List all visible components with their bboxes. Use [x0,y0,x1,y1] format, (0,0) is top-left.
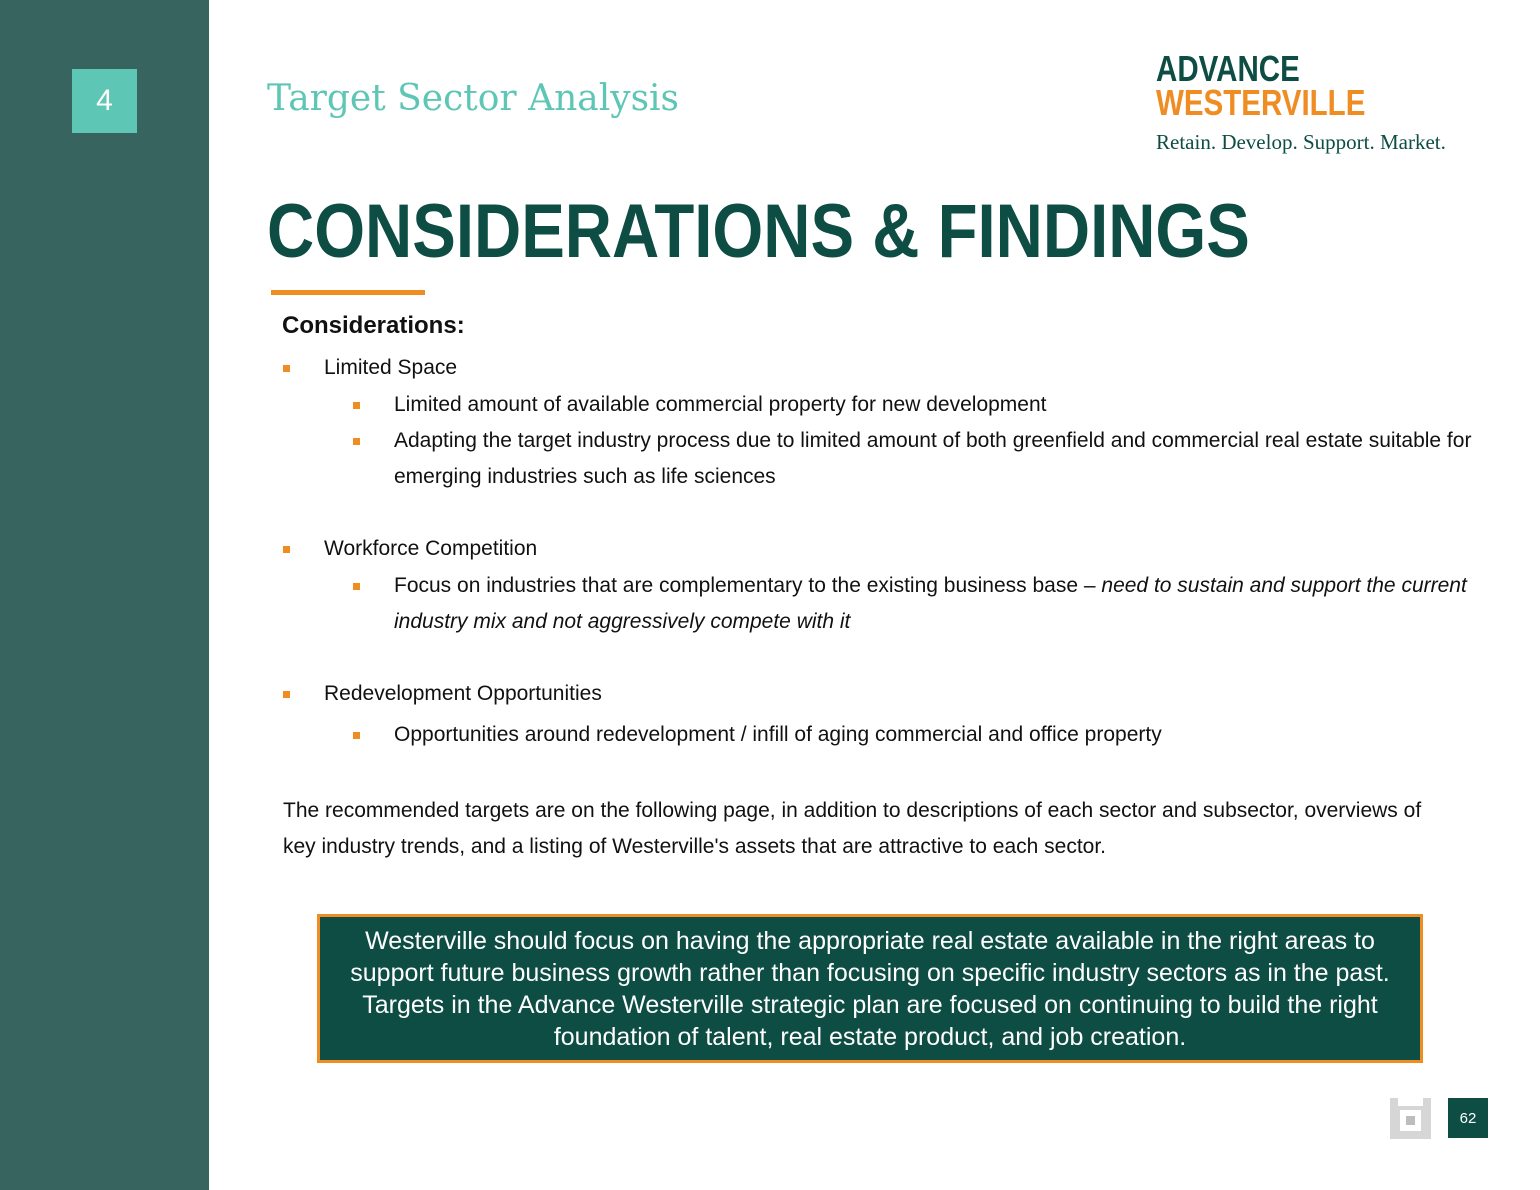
bullet-icon [283,365,290,372]
footer-logo-icon [1390,1098,1431,1139]
bullet-icon [353,402,360,409]
sub-list-item-text: Focus on industries that are complementary to the existing business base – [394,574,1102,597]
list-item: Limited Space [324,356,458,379]
sub-list-item-emphasis: need to sustain and support the current industry mix and not aggressively compete with it [394,574,1467,633]
advance-westerville-logo [1156,48,1496,155]
page-number: 62 [1448,1098,1488,1138]
bullet-icon [353,583,360,590]
bullet-icon [283,546,290,553]
list-item: Redevelopment Opportunities [324,682,602,705]
callout-text: Westerville should focus on having the appropriate real estate available in the right areas to support future business growth rather than focusing on specific industry sectors as in the past. Targets in the Advance Westerville strategic plan are focused on continuing to build the right foundation of talent, real estate product, and job creation. [350,926,1390,1051]
section-number-badge: 4 [72,69,137,133]
bullet-icon [353,438,360,445]
page-title: CONSIDERATIONS & FINDINGS [267,189,1250,274]
list-item: Workforce Competition [324,537,538,560]
logo-line-westerville: WESTERVILLE [1156,82,1366,123]
sub-list-item [394,568,1484,640]
heading-underline [271,290,425,295]
sub-list-item: Opportunities around redevelopment / infill of aging commercial and office property [394,723,1162,746]
bullet-icon [353,732,360,739]
sub-list-item: Limited amount of available commercial property for new development [394,393,1047,416]
section-title: Target Sector Analysis [267,78,680,119]
logo-tagline: Retain. Develop. Support. Market. [1156,130,1446,154]
sub-list-item: Adapting the target industry process due to limited amount of both greenfield and commercial real estate suitable for emerging industries such as life sciences [394,429,1472,488]
bullet-icon [283,691,290,698]
sidebar [0,0,209,1190]
logo-line-advance: ADVANCE [1156,48,1300,89]
considerations-label: Considerations: [282,312,465,339]
body-paragraph: The recommended targets are on the following page, in addition to descriptions of each sector and subsector, overviews of key industry trends, and a listing of Westerville's assets that are attractive to each sector. [283,799,1422,858]
callout-box [317,914,1423,1063]
